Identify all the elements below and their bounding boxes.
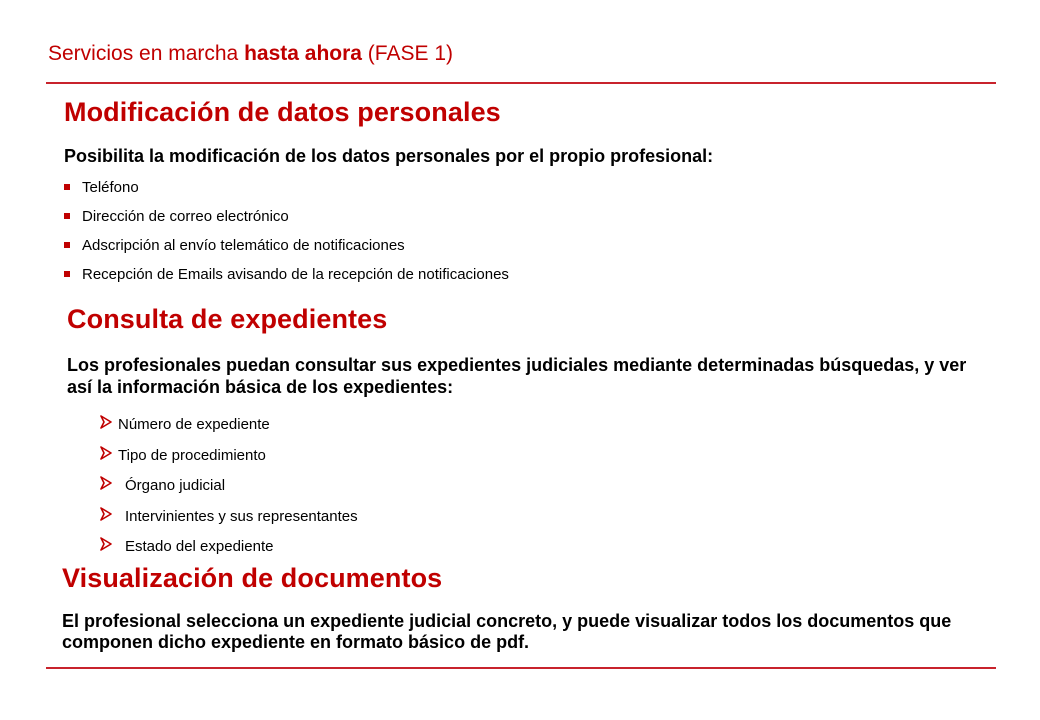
- section-description-visualizacion: El profesional selecciona un expediente judicial concreto, y puede visualizar todos los documentos que componen dicho expediente en formato básico de pdf.: [62, 611, 952, 652]
- list-item-label: Adscripción al envío telemático de notificaciones: [82, 237, 405, 254]
- bullet-list-consulta: [100, 414, 358, 567]
- list-item: [100, 414, 358, 445]
- list-item-label: Recepción de Emails avisando de la recepción de notificaciones: [82, 266, 509, 283]
- section-description-modificacion: Posibilita la modificación de los datos personales por el propio profesional:: [64, 146, 714, 166]
- list-item-label: Número de expediente: [118, 416, 270, 433]
- list-item-label: Tipo de procedimiento: [118, 446, 266, 464]
- list-item: [100, 445, 358, 476]
- list-item-label: Teléfono: [82, 179, 139, 196]
- bullet-list-modificacion: [64, 178, 509, 294]
- arrow-bullet-icon: [100, 475, 114, 491]
- list-item: [64, 178, 509, 207]
- list-item: [100, 536, 358, 567]
- list-item: [64, 265, 509, 294]
- list-item: [100, 506, 358, 537]
- square-bullet-icon: [64, 271, 70, 277]
- bottom-divider: [46, 667, 996, 669]
- arrow-bullet-icon: [100, 536, 114, 552]
- square-bullet-icon: [64, 213, 70, 219]
- arrow-bullet-icon: [100, 414, 114, 430]
- title-suffix: (FASE 1): [361, 42, 453, 65]
- square-bullet-icon: [64, 242, 70, 248]
- list-item-label: Intervinientes y sus representantes: [125, 507, 358, 525]
- list-item-label: Dirección de correo electrónico: [82, 208, 289, 225]
- arrow-bullet-icon: [100, 445, 114, 461]
- list-item: [64, 207, 509, 236]
- title-prefix: Servicios en marcha: [48, 42, 245, 65]
- list-item-label: Estado del expediente: [125, 538, 274, 555]
- list-item: [100, 475, 358, 506]
- arrow-bullet-icon: [100, 506, 114, 522]
- list-item-label: Órgano judicial: [125, 477, 226, 494]
- section-description-consulta: Los profesionales puedan consultar sus expedientes judiciales mediante determinadas búsquedas, y ver así la información básica de los expedientes:: [67, 355, 967, 397]
- section-title-consulta: Consulta de expedientes: [67, 304, 388, 334]
- slide-title: [48, 42, 453, 66]
- top-divider: [46, 82, 996, 84]
- title-bold: hasta ahora: [244, 42, 362, 65]
- list-item: [64, 236, 509, 265]
- square-bullet-icon: [64, 184, 70, 190]
- section-title-visualizacion: Visualización de documentos: [62, 563, 443, 593]
- section-title-modificacion: Modificación de datos personales: [64, 97, 501, 127]
